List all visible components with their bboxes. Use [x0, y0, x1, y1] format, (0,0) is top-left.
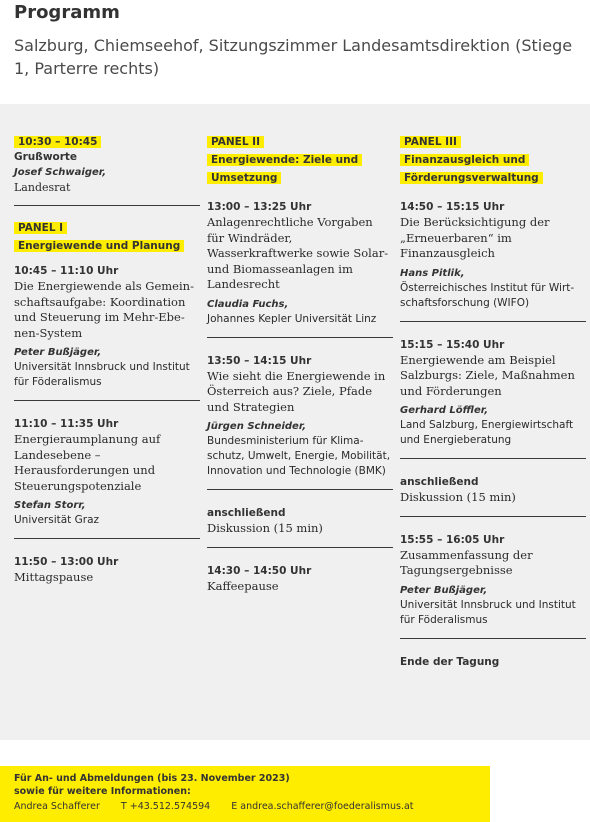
talk-affiliation: Land Salzburg, Energiewirtschaft und Energieberatung [400, 419, 574, 446]
divider [207, 547, 393, 548]
divider [400, 638, 586, 639]
talk-affiliation: Universität Innsbruck und Institut für Föderalismus [14, 361, 190, 388]
talk-title: Energiewende am Beispiel Salzburgs: Ziele, Maßnahmen und Förderungen [400, 352, 575, 398]
talk-affiliation: Österreichisches Institut für Wirtschaftsforschung (WIFO) [400, 281, 575, 309]
talk-affiliation: Bundesministerium für Klimaschutz, Umwelt, Energie, Mobilität, Innovation und Technologie (BMK) [207, 435, 391, 477]
contact-name: Andrea Schafferer [14, 801, 100, 812]
divider [207, 489, 393, 490]
info-note: sowie für weitere Informationen: [14, 786, 191, 797]
break-title: Kaffeepause [207, 578, 279, 593]
talk-time: 13:50 – 14:15 Uhr [207, 354, 312, 367]
talk-affiliation: Johannes Kepler Universität Linz [207, 312, 377, 325]
talk-speaker: Peter Bußjäger, [14, 347, 102, 358]
divider [14, 400, 200, 401]
talk-time: 14:50 – 15:15 Uhr [400, 201, 505, 213]
talk-time: 15:15 – 15:40 Uhr [400, 338, 505, 351]
panel-2-label: PANEL II [207, 136, 264, 148]
program-area [0, 104, 590, 740]
divider [14, 538, 200, 539]
divider [400, 458, 586, 459]
venue-subtitle: Salzburg, Chiemseehof, Sitzungszimmer Landesamtsdirektion (Stiege 1, Parterre rechts) [14, 36, 573, 78]
panel-3-title: Finanzausgleich und Förderungsverwaltung [400, 154, 543, 184]
talk-title: Die Energiewende als Gemeinschaftsaufgabe: Koordination und Steuerung im Mehr-Ebenen-System [14, 279, 194, 340]
welcome-time: 10:30 – 10:45 [14, 136, 101, 148]
panel-2-title: Energiewende: Ziele und Umsetzung [207, 154, 362, 184]
discussion-title: Diskussion (15 min) [400, 490, 516, 504]
panel-1-label: PANEL I [14, 222, 67, 234]
talk-title: Anlagenrechtliche Vorgaben für Windräder, Wasserkraftwerke sowie Solar- und Biomasseanlagen im Landesrecht [207, 215, 389, 291]
discussion-title: Diskussion (15 min) [207, 521, 323, 535]
panel-1-title: Energiewende und Planung [14, 240, 184, 252]
panel-3-label: PANEL III [400, 136, 461, 148]
talk-time: 10:45 – 11:10 Uhr [14, 265, 119, 277]
talk-speaker: Gerhard Löffler, [400, 405, 489, 416]
page-title: Programm [14, 2, 120, 23]
divider [14, 205, 200, 206]
registration-note: Für An- und Abmeldungen (bis 23. November 2023) [14, 773, 290, 784]
talk-speaker: Claudia Fuchs, [207, 298, 289, 310]
talk-time: 13:00 – 13:25 Uhr [207, 201, 312, 213]
talk-speaker: Peter Bußjäger, [400, 584, 488, 596]
contact-phone[interactable]: T +43.512.574594 [120, 801, 211, 812]
talk-title: Wie sieht die Energiewende in Österreich aus? Ziele, Pfade und Strategien [207, 368, 386, 414]
talk-time: 15:55 – 16:05 Uhr [400, 533, 505, 546]
column-late-afternoon [400, 132, 586, 670]
talk-affiliation: Universität Innsbruck und Institut für Föderalismus [400, 598, 576, 626]
discussion-label: anschließend [207, 507, 286, 519]
talk-affiliation: Universität Graz [14, 514, 100, 526]
discussion-label: anschließend [400, 476, 479, 488]
registration-info-box [0, 766, 490, 822]
welcome-title: Grußworte [14, 151, 78, 163]
break-time: 11:50 – 13:00 Uhr [14, 556, 119, 568]
column-afternoon [207, 132, 393, 594]
contact-email[interactable]: E andrea.schafferer@foederalismus.at [231, 801, 414, 812]
divider [207, 337, 393, 338]
divider [400, 516, 586, 517]
talk-speaker: Jürgen Schneider, [207, 421, 307, 432]
break-title: Mittagspause [14, 570, 94, 584]
talk-title: Energieraumplanung auf Landesebene – Herausforderungen und Steuerungspotenziale [14, 432, 161, 493]
break-time: 14:30 – 14:50 Uhr [207, 564, 312, 577]
divider [400, 321, 586, 322]
talk-title: Die Berücksichtigung der „Erneuerbaren“ im Finanzausgleich [400, 215, 550, 260]
end-of-conference: Ende der Tagung [400, 655, 500, 668]
column-morning [14, 132, 200, 586]
talk-title: Zusammenfassung der Tagungsergebnisse [400, 547, 533, 577]
welcome-speaker: Josef Schwaiger, [14, 167, 107, 178]
talk-time: 11:10 – 11:35 Uhr [14, 418, 119, 430]
talk-speaker: Hans Pitlik, [400, 267, 465, 279]
talk-speaker: Stefan Storr, [14, 500, 86, 511]
welcome-affiliation: Landesrat [14, 181, 71, 194]
